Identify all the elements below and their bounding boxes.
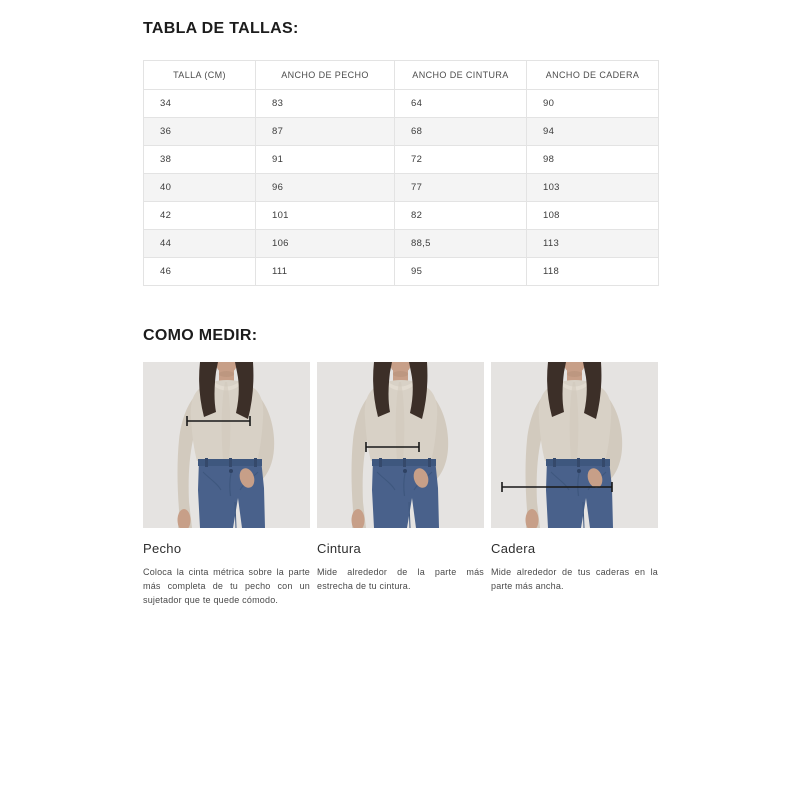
table-cell: 77 (395, 174, 527, 202)
table-cell: 40 (144, 174, 256, 202)
table-cell: 88,5 (395, 230, 527, 258)
table-cell: 108 (527, 202, 659, 230)
size-table-title: TABLA DE TALLAS: (143, 20, 299, 37)
measure-label-cadera: Cadera (491, 541, 536, 556)
measure-label-pecho: Pecho (143, 541, 182, 556)
measure-card-pecho (143, 362, 310, 607)
table-cell: 44 (144, 230, 256, 258)
table-row (144, 90, 659, 118)
table-row (144, 146, 659, 174)
table-cell: 68 (395, 118, 527, 146)
table-cell: 38 (144, 146, 256, 174)
model-photo-chest-measurement (143, 362, 310, 528)
table-cell: 98 (527, 146, 659, 174)
table-cell: 118 (527, 258, 659, 286)
table-cell: 34 (144, 90, 256, 118)
measure-description-cintura: Mide alrededor de la parte más estrecha de tu cintura. (317, 567, 484, 591)
column-header: ANCHO DE CADERA (527, 61, 659, 90)
column-header: TALLA (CM) (144, 61, 256, 90)
table-row (144, 258, 659, 286)
measure-description-pecho: Coloca la cinta métrica sobre la parte más completa de tu pecho con un sujetador que te quede cómodo. (143, 567, 310, 605)
table-cell: 113 (527, 230, 659, 258)
size-table-header (144, 61, 659, 90)
size-table (143, 60, 659, 286)
measure-guide-row (143, 362, 658, 607)
table-cell: 90 (527, 90, 659, 118)
table-cell: 46 (144, 258, 256, 286)
table-cell: 87 (256, 118, 395, 146)
model-photo-waist-measurement (317, 362, 484, 528)
table-cell: 42 (144, 202, 256, 230)
table-cell: 103 (527, 174, 659, 202)
table-row (144, 174, 659, 202)
model-photo-hip-measurement (491, 362, 658, 528)
how-to-measure-title: COMO MEDIR: (143, 327, 258, 344)
table-cell: 82 (395, 202, 527, 230)
table-cell: 94 (527, 118, 659, 146)
measure-card-cintura (317, 362, 484, 607)
measure-label-cintura: Cintura (317, 541, 362, 556)
table-row (144, 202, 659, 230)
table-cell: 106 (256, 230, 395, 258)
table-cell: 111 (256, 258, 395, 286)
table-cell: 91 (256, 146, 395, 174)
table-cell: 96 (256, 174, 395, 202)
table-cell: 64 (395, 90, 527, 118)
measure-card-cadera (491, 362, 658, 607)
table-cell: 36 (144, 118, 256, 146)
table-cell: 95 (395, 258, 527, 286)
table-cell: 72 (395, 146, 527, 174)
table-row (144, 230, 659, 258)
table-cell: 83 (256, 90, 395, 118)
table-cell: 101 (256, 202, 395, 230)
table-row (144, 118, 659, 146)
column-header: ANCHO DE PECHO (256, 61, 395, 90)
measure-description-cadera: Mide alrededor de tus caderas en la parte más ancha. (491, 567, 658, 591)
column-header: ANCHO DE CINTURA (395, 61, 527, 90)
